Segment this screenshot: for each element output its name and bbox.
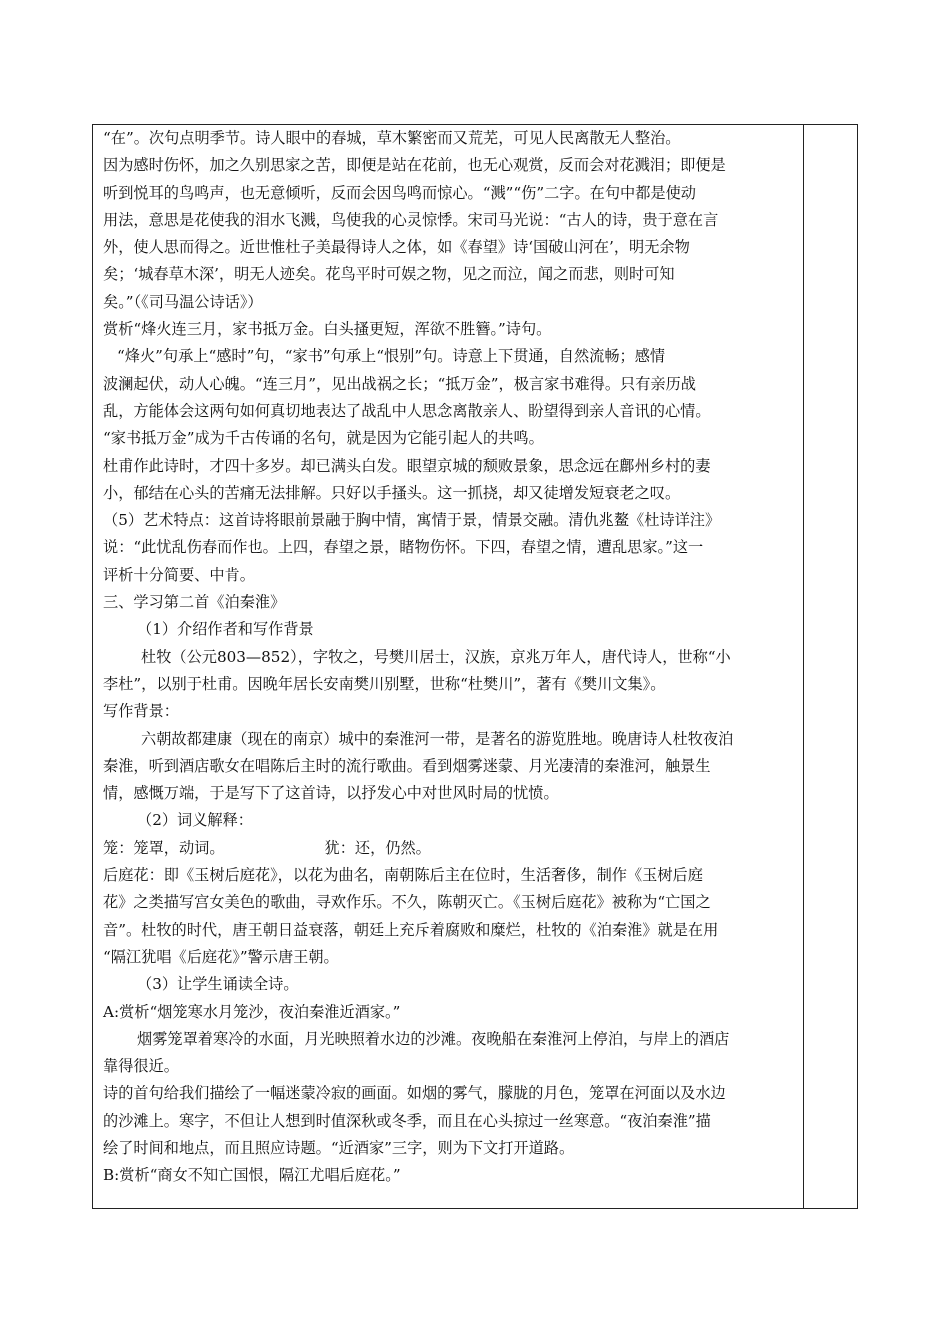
text-line: 烟雾笼罩着寒冷的水面，月光映照着水边的沙滩。夜晚船在秦淮河上停泊，与岸上的酒店	[137, 1029, 730, 1048]
text-line: 后庭花：即《玉树后庭花》，以花为曲名，南朝陈后主在位时，生活奢侈，制作《玉树后庭	[103, 866, 703, 885]
text-line: 评析十分简要、中肯。	[103, 565, 255, 584]
document-table	[92, 124, 858, 1209]
text-line: 杜牧（公元803—852），字牧之，号樊川居士，汉族，京兆万年人，唐代诗人，世称“小	[141, 647, 731, 666]
text-line: 写作背景：	[103, 702, 179, 721]
text-line: 外，使人思而得之。近世惟杜子美最得诗人之体，如《春望》诗‘国破山河在’，明无余物	[103, 238, 690, 257]
text-line: 乱，方能体会这两句如何真切地表达了战乱中人思念离散亲人、盼望得到亲人音讯的心情。	[103, 401, 711, 420]
text-line: A:赏析“烟笼寒水月笼沙，夜泊秦淮近酒家。”	[103, 1002, 401, 1021]
text-line: 情，感慨万端，于是写下了这首诗，以抒发心中对世风时局的忧愤。	[103, 784, 559, 803]
text-line: B:赏析“商女不知亡国恨，隔江尤唱后庭花。”	[103, 1166, 401, 1185]
text-line: （5）艺术特点：这首诗将眼前景融于胸中情，寓情于景，情景交融。清仇兆鳌《杜诗详注》	[103, 511, 721, 530]
text-line: 用法，意思是花使我的泪水飞溅，鸟使我的心灵惊悸。宋司马光说：“古人的诗，贵于意在言	[103, 210, 719, 229]
text-line: 绘了时间和地点，而且照应诗题。“近酒家”三字，则为下文打开道路。	[103, 1138, 575, 1157]
definition-line	[103, 835, 797, 862]
text-line: 说：“此忧乱伤春而作也。上四，春望之景，睹物伤怀。下四，春望之情，遭乱思家。”这一	[103, 538, 704, 557]
text-line: 小，郁结在心头的苦痛无法排解。只好以手搔头。这一抓挠，却又徒增发短衰老之叹。	[103, 483, 681, 502]
text-line: 因为感时伤怀，加之久别思家之苦，即便是站在花前，也无心观赏，反而会对花溅泪；即便是	[103, 156, 726, 175]
text-line: “隔江犹唱《后庭花》”警示唐王朝。	[103, 947, 339, 966]
subsection-heading: （1）介绍作者和写作背景	[137, 620, 314, 639]
text-line: 赏析“烽火连三月，家书抵万金。白头搔更短，浑欲不胜簪。”诗句。	[103, 320, 552, 339]
definition-long: 笼：笼罩，动词。	[103, 838, 225, 857]
text-line: 矣；‘城春草木深’，明无人迹矣。花鸟平时可娱之物，见之而泣，闻之而悲，则时可知	[103, 265, 675, 284]
subsection-heading: （2）词义解释：	[137, 811, 253, 830]
subsection-heading: （3）让学生诵读全诗。	[137, 975, 299, 994]
text-line: “在”。次句点明季节。诗人眼中的春城，草木繁密而又荒芜，可见人民离散无人整治。	[103, 129, 681, 147]
text-line: “家书抵万金”成为千古传诵的名句，就是因为它能引起人的共鸣。	[103, 429, 544, 448]
text-line: 秦淮，听到酒店歌女在唱陈后主时的流行歌曲。看到烟雾迷蒙、月光凄清的秦淮河，触景生	[103, 756, 711, 775]
text-line: 矣。”（《司马温公诗话》）	[103, 292, 263, 311]
text-line: 六朝故都建康（现在的南京）城中的秦淮河一带，是著名的游览胜地。晚唐诗人杜牧夜泊	[141, 729, 734, 748]
text-line: 波澜起伏，动人心魄。“连三月”，见出战祸之长；“抵万金”，极言家书难得。只有亲历战	[103, 374, 696, 393]
text-line: 诗的首句给我们描绘了一幅迷蒙冷寂的画面。如烟的雾气，朦胧的月色，笼罩在河面以及水边	[103, 1084, 726, 1103]
text-line: 音”。杜牧的时代，唐王朝日益衰落，朝廷上充斥着腐败和糜烂，杜牧的《泊秦淮》就是在用	[103, 920, 719, 939]
text-line: 靠得很近。	[103, 1057, 179, 1076]
table-content-cell	[103, 125, 797, 1190]
text-line: 听到悦耳的鸟鸣声，也无意倾听，反而会因鸟鸣而惊心。“溅”“伤”二字。在句中都是使动	[103, 183, 696, 202]
definition-you: 犹：还，仍然。	[324, 838, 431, 857]
text-line: “烽火”句承上“感时”句，“家书”句承上“恨别”句。诗意上下贯通，自然流畅；感情	[117, 347, 666, 366]
text-line: 的沙滩上。寒字，不但让人想到时值深秋或冬季，而且在心头掠过一丝寒意。“夜泊秦淮”描	[103, 1111, 711, 1130]
column-divider	[803, 125, 804, 1208]
text-line: 杜甫作此诗时，才四十多岁。却已满头白发。眼望京城的颓败景象，思念远在鄜州乡村的妻	[103, 456, 711, 475]
section-heading: 三、学习第二首《泊秦淮》	[103, 593, 286, 612]
text-line: 李杜”，以别于杜甫。因晚年居长安南樊川别墅，世称“杜樊川”，著有《樊川文集》。	[103, 674, 666, 693]
text-line: 花》之类描写宫女美色的歌曲，寻欢作乐。不久，陈朝灭亡。《玉树后庭花》被称为“亡国之	[103, 893, 711, 912]
